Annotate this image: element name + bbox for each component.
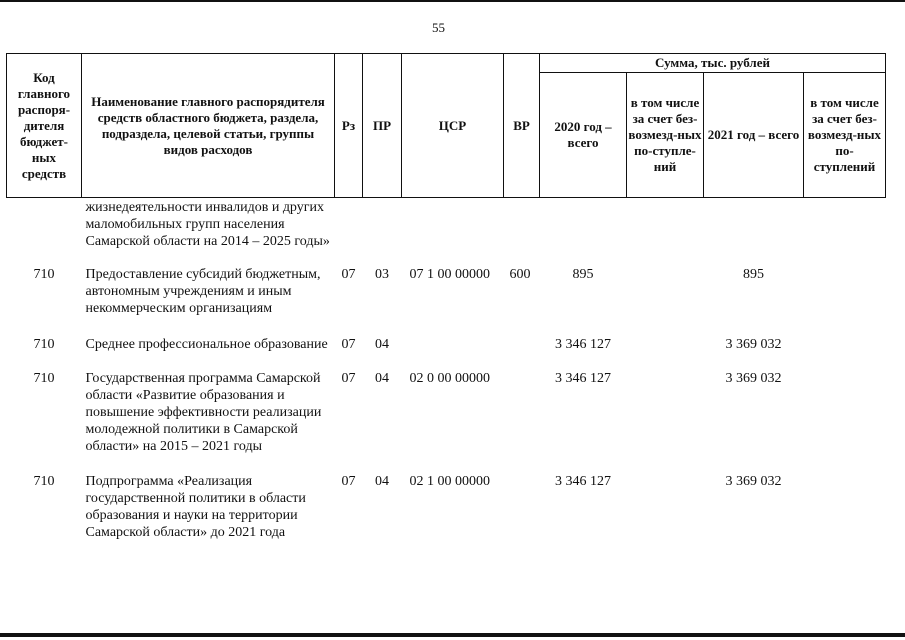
cell-2021-total: 895 xyxy=(743,266,764,282)
cell-2020-free xyxy=(627,336,704,370)
header-sum-group: Сумма, тыс. рублей xyxy=(540,54,886,73)
cell-vr: 600 xyxy=(509,266,531,282)
cell-code: 710 xyxy=(33,473,55,489)
cell-rz: 07 xyxy=(341,336,356,352)
cell-pr: 03 xyxy=(375,266,389,282)
cell-2020-total xyxy=(540,198,627,266)
table-row xyxy=(7,473,886,563)
cell-pr: 04 xyxy=(375,473,389,489)
header-2021-total: 2021 год – всего xyxy=(704,73,804,198)
cell-pr: 04 xyxy=(375,336,389,352)
cell-2021-free xyxy=(804,266,886,336)
cell-2021-total: 3 369 032 xyxy=(725,473,782,489)
cell-rz xyxy=(335,198,363,266)
header-code: Код главного распоря-дителя бюджет-ных средств xyxy=(7,54,82,198)
header-pr: ПР xyxy=(363,54,402,198)
header-vr: ВР xyxy=(504,54,540,198)
cell-vr xyxy=(504,473,540,563)
cell-name: жизнедеятельности инвалидов и других маломобильных групп населения Самарской области на 2014 – 2025 годы» xyxy=(85,200,330,249)
cell-2020-free xyxy=(627,473,704,563)
cell-2020-free xyxy=(627,370,704,473)
cell-2021-free xyxy=(804,473,886,563)
table-header xyxy=(7,54,886,198)
cell-csr: 02 0 00 00000 xyxy=(409,370,490,386)
cell-vr xyxy=(504,336,540,370)
header-2020-free: в том числе за счет без-возмезд-ных по-ступле-ний xyxy=(627,73,704,198)
table-row xyxy=(7,370,886,473)
cell-vr xyxy=(504,198,540,266)
cell-2020-total: 3 346 127 xyxy=(555,336,611,352)
table-row xyxy=(7,198,886,266)
cell-name: Подпрограмма «Реализация государственной политики в области образования и науки на территории Самарской области» до 2021 года xyxy=(85,473,306,540)
cell-csr xyxy=(402,336,504,370)
cell-2020-total: 3 346 127 xyxy=(555,473,611,489)
table-row xyxy=(7,266,886,336)
cell-rz: 07 xyxy=(341,370,356,386)
cell-2021-free xyxy=(804,198,886,266)
cell-pr xyxy=(363,198,402,266)
cell-2020-free xyxy=(627,266,704,336)
cell-name: Предоставление субсидий бюджетным, автономным учреждениям и иным некоммерческим организациям xyxy=(85,266,321,316)
cell-pr: 04 xyxy=(375,370,389,386)
budget-table xyxy=(6,53,886,563)
bottom-border-rule xyxy=(0,633,905,637)
cell-2020-total: 895 xyxy=(572,266,594,282)
header-2021-free: в том числе за счет без-возмезд-ных по-ступлений xyxy=(804,73,886,198)
cell-2021-free xyxy=(804,336,886,370)
header-rz: Рз xyxy=(335,54,363,198)
cell-rz: 07 xyxy=(341,473,356,489)
cell-code: 710 xyxy=(33,336,55,352)
cell-code: 710 xyxy=(33,370,55,386)
top-border-rule xyxy=(0,0,905,2)
header-2020-total: 2020 год – всего xyxy=(540,73,627,198)
cell-2021-free xyxy=(804,370,886,473)
cell-2021-total: 3 369 032 xyxy=(725,370,782,386)
cell-rz: 07 xyxy=(341,266,356,282)
table-row xyxy=(7,336,886,370)
cell-name: Среднее профессиональное образование xyxy=(85,336,328,352)
cell-2020-free xyxy=(627,198,704,266)
header-name: Наименование главного распорядителя средств областного бюджета, раздела, подраздела, целевой статьи, группы видов расходов xyxy=(82,54,335,198)
cell-code: 710 xyxy=(33,266,55,282)
cell-2021-total xyxy=(704,198,804,266)
cell-code xyxy=(7,198,82,266)
header-csr: ЦСР xyxy=(402,54,504,198)
cell-csr xyxy=(402,198,504,266)
cell-name: Государственная программа Самарской области «Развитие образования и повышение эффективности реализации молодежной политики в Самарской области» на 2015 – 2021 годы xyxy=(85,370,322,454)
table-body xyxy=(7,198,886,563)
cell-2021-total: 3 369 032 xyxy=(725,336,782,352)
cell-csr: 07 1 00 00000 xyxy=(409,266,490,282)
page-number: 55 xyxy=(432,20,445,35)
cell-2020-total: 3 346 127 xyxy=(555,370,611,386)
cell-vr xyxy=(504,370,540,473)
cell-csr: 02 1 00 00000 xyxy=(409,473,490,489)
